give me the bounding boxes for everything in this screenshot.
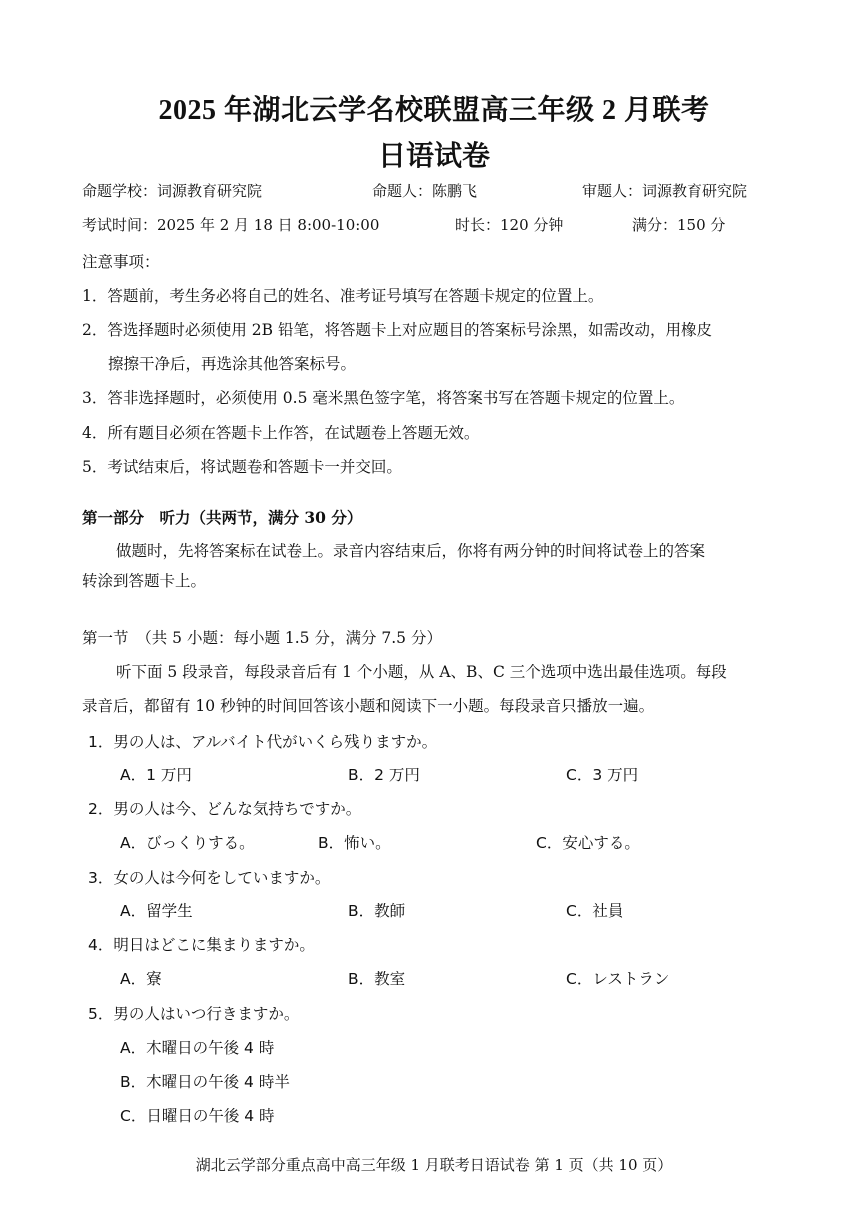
question-5-option-a: A．木曜日の午後 4 時: [120, 1039, 275, 1057]
question-3-option-a: A．留学生: [120, 902, 193, 920]
meta-school: 命题学校：词源教育研究院: [82, 182, 263, 200]
exam-title: 2025 年湖北云学名校联盟高三年级 2 月联考: [158, 95, 710, 126]
meta-reviewer: 审题人：词源教育研究院: [582, 182, 748, 200]
question-2: 2．男の人は今、どんな気持ちですか。: [88, 800, 362, 818]
question-5: 5．男の人はいつ行きますか。: [88, 1005, 300, 1023]
question-1-option-b: B．2 万円: [348, 766, 420, 784]
question-2-option-b: B．怖い。: [318, 834, 391, 852]
question-4-option-c: C．レストラン: [566, 970, 670, 988]
section1-intro-continued: 录音后，都留有 10 秒钟的时间回答该小题和阅读下一小题。每段录音只播放一遍。: [82, 697, 655, 715]
part1-intro-continued: 转涂到答题卡上。: [82, 572, 207, 590]
notice-item: 5．考试结束后，将试题卷和答题卡一并交回。: [82, 458, 402, 476]
page-footer: 湖北云学部分重点高中高三年级 1 月联考日语试卷 第 1 页（共 10 页）: [195, 1156, 673, 1174]
question-5-option-c: C．日曜日の午後 4 時: [120, 1107, 275, 1125]
section1-intro: 听下面 5 段录音，每段录音后有 1 个小题，从 A、B、C 三个选项中选出最佳选项。每段: [116, 663, 727, 681]
question-4-option-a: A．寮: [120, 970, 162, 988]
question-5-option-b: B．木曜日の午後 4 時半: [120, 1073, 290, 1091]
meta-duration: 时长：120 分钟: [455, 216, 564, 234]
question-2-option-c: C．安心する。: [536, 834, 640, 852]
notice-heading: 注意事项：: [82, 253, 160, 271]
notice-item: 4．所有题目必须在答题卡上作答，在试题卷上答题无效。: [82, 424, 480, 442]
part1-heading: 第一部分 听力（共两节，满分 30 分）: [82, 508, 363, 527]
question-1-option-a: A．1 万円: [120, 766, 192, 784]
exam-subtitle: 日语试卷: [377, 141, 490, 172]
question-3: 3．女の人は今何をしていますか。: [88, 869, 331, 887]
meta-time: 考试时间：2025 年 2 月 18 日 8:00-10:00: [82, 216, 380, 234]
question-3-option-c: C．社員: [566, 902, 624, 920]
question-1-option-c: C．3 万円: [566, 766, 639, 784]
question-4: 4．明日はどこに集まりますか。: [88, 936, 315, 954]
notice-item: 3．答非选择题时，必须使用 0.5 毫米黑色签字笔，将答案书写在答题卡规定的位置上。: [82, 389, 685, 407]
section1-heading: 第一节 （共 5 小题：每小题 1.5 分，满分 7.5 分）: [82, 629, 442, 647]
meta-author: 命题人：陈鹏飞: [372, 182, 478, 200]
part1-intro: 做题时，先将答案标在试卷上。录音内容结束后，你将有两分钟的时间将试卷上的答案: [116, 542, 706, 560]
notice-item: 2．答选择题时必须使用 2B 铅笔，将答题卡上对应题目的答案标号涂黑，如需改动，用橡皮: [82, 321, 712, 339]
question-2-option-a: A．びっくりする。: [120, 834, 255, 852]
notice-item: 1．答题前，考生务必将自己的姓名、准考证号填写在答题卡规定的位置上。: [82, 287, 604, 305]
question-4-option-b: B．教室: [348, 970, 406, 988]
question-1: 1．男の人は、アルバイト代がいくら残りますか。: [88, 733, 438, 751]
question-3-option-b: B．教師: [348, 902, 406, 920]
meta-score: 满分：150 分: [632, 216, 726, 234]
notice-item-continued: 擦擦干净后，再选涂其他答案标号。: [108, 355, 357, 373]
